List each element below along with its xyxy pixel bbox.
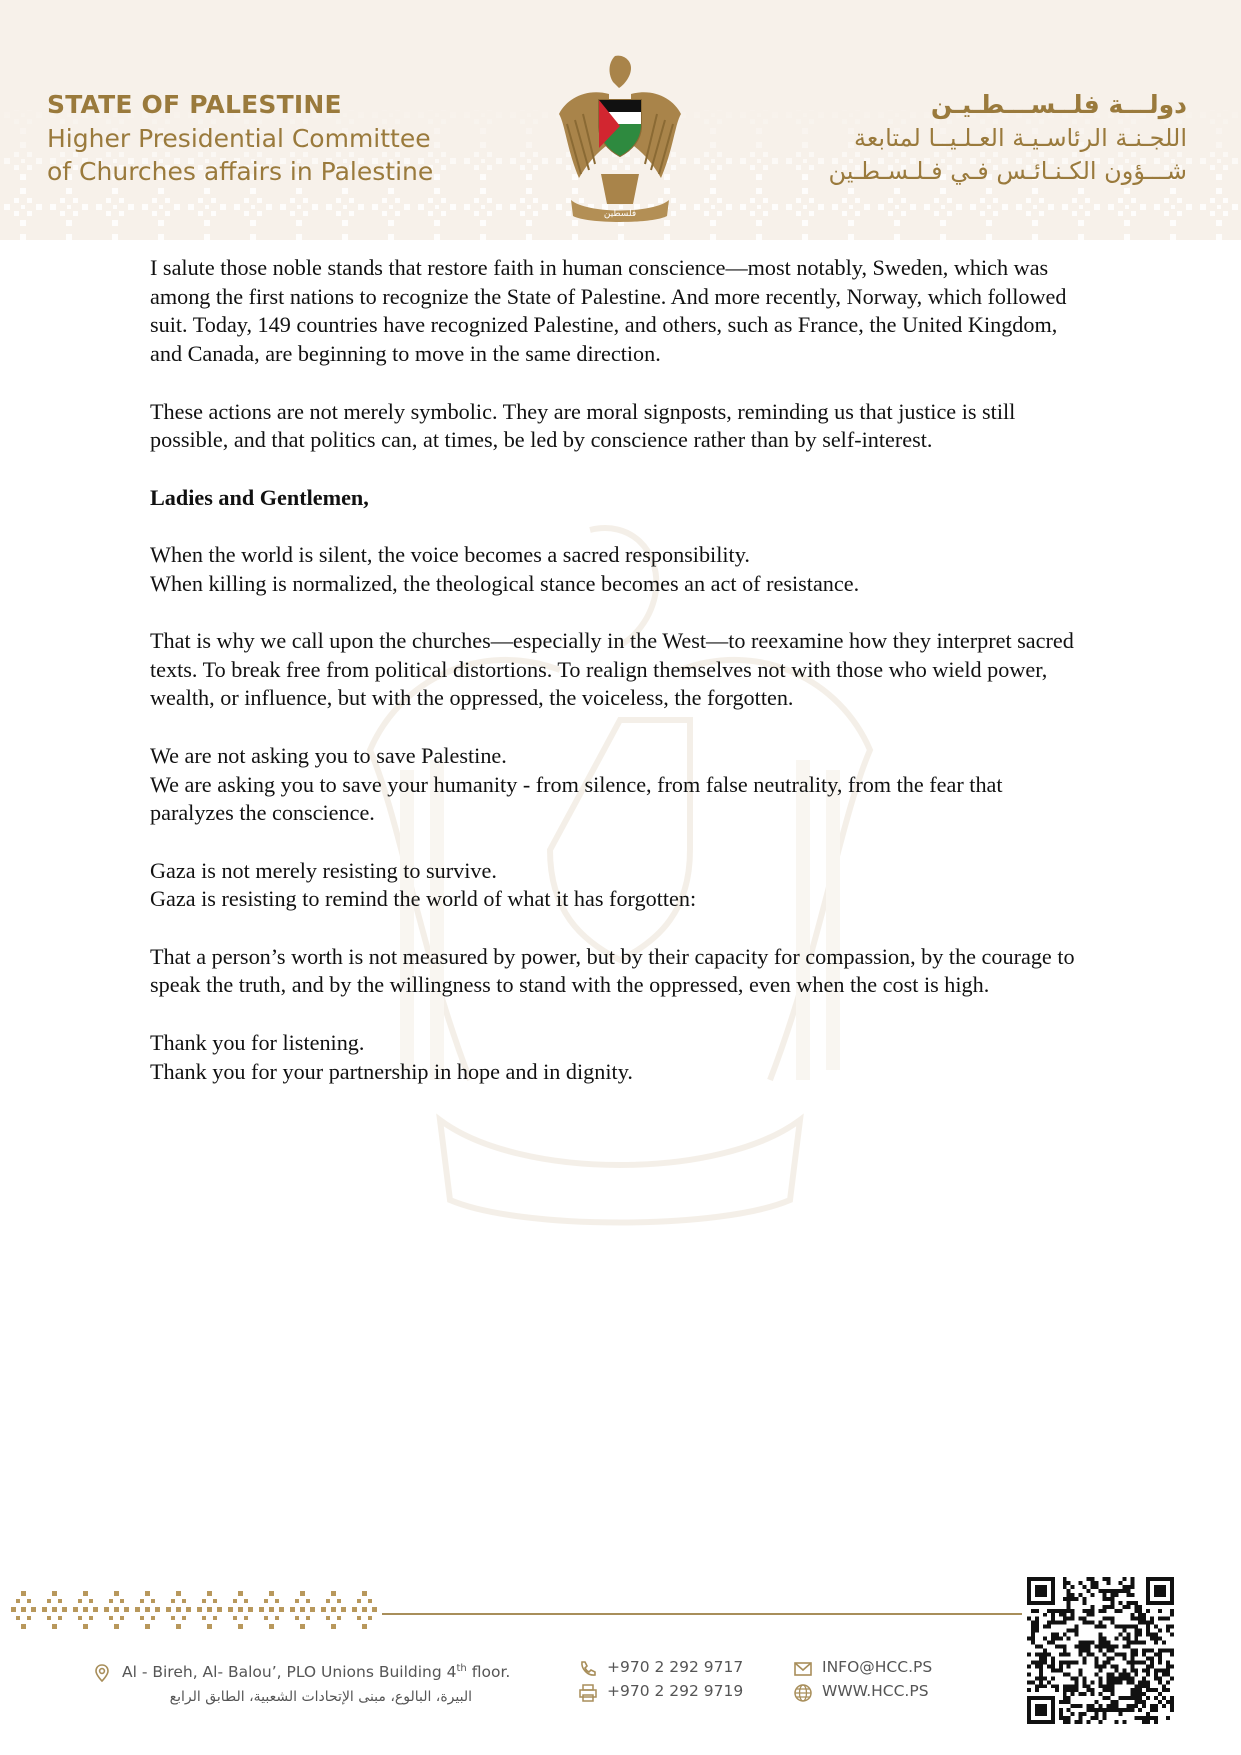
- paragraph-moral-signposts: These actions are not merely symbolic. They are moral signposts, reminding us that justice is still possible, and that politics can, at times, be led by conscience rather than by self-interest.: [150, 398, 1016, 453]
- location-icon: [92, 1663, 112, 1683]
- paragraph-churches: That is why we call upon the churches—especially in the West—to reexamine how they interpret sacred texts. To break free from political distortions. To realign themselves not with those who wield power, wealth, or influence, but with the oppressed, the voiceless, the forgotten.: [150, 628, 1074, 711]
- committee-name-line1-ar: اللجـنـة الرئاسـيـة العـلـيــا لمتابعة: [853, 124, 1187, 152]
- paragraph-worth: That a person’s worth is not measured by power, but by their capacity for compassion, by the courage to speak the truth, and by the willingness to stand with the oppressed, even when the cost is high.: [150, 943, 1075, 998]
- state-title-en: STATE OF PALESTINE: [47, 90, 342, 119]
- line-gaza-survive: Gaza is not merely resisting to survive.: [150, 857, 497, 883]
- paragraph-voice: [150, 541, 1090, 598]
- phone-icon: [578, 1659, 598, 1679]
- line-gaza-remind: Gaza is resisting to remind the world of what it has forgotten:: [150, 886, 697, 912]
- salutation: Ladies and Gentlemen,: [150, 484, 369, 510]
- email-link[interactable]: INFO@HCC.PS: [822, 1658, 933, 1676]
- committee-name-line2-en: of Churches affairs in Palestine: [47, 157, 434, 186]
- fax-number[interactable]: +970 2 292 9719: [607, 1682, 744, 1700]
- fax-icon: [578, 1683, 598, 1703]
- address-en: Al - Bireh, Al- Balou’, PLO Unions Building 4th floor.: [122, 1663, 511, 1682]
- address-ar: البيرة، البالوع، مبنى الإتحادات الشعبية، الطابق الرابع: [169, 1689, 472, 1705]
- letter-body: [150, 254, 1090, 1115]
- paragraph-humanity: [150, 742, 1090, 828]
- line-killing-normalized: When killing is normalized, the theological stance becomes an act of resistance.: [150, 570, 860, 596]
- state-title-ar: دولـــة فلــســـطـيـن: [930, 90, 1187, 119]
- mail-icon: [793, 1659, 813, 1679]
- line-save-humanity: We are asking you to save your humanity - from silence, from false neutrality, from the fear that paralyzes the conscience.: [150, 771, 1003, 826]
- arabic-org-name: [828, 88, 1187, 188]
- phone-number[interactable]: +970 2 292 9717: [607, 1658, 744, 1676]
- emblem-caption: فلسطين: [603, 209, 637, 219]
- footer-embroidery-pattern: [8, 1588, 380, 1632]
- eagle-emblem: [557, 54, 683, 224]
- committee-name-line2-ar: شـــؤون الكـنـائـس فـي فـلـسـطـين: [828, 157, 1187, 185]
- line-not-asking: We are not asking you to save Palestine.: [150, 742, 507, 768]
- committee-name-line1-en: Higher Presidential Committee: [47, 124, 431, 153]
- letterhead: [0, 0, 1241, 240]
- line-thanks-listening: Thank you for listening.: [150, 1029, 365, 1055]
- footer-divider: [382, 1613, 1022, 1615]
- line-world-silent: When the world is silent, the voice becomes a sacred responsibility.: [150, 541, 750, 567]
- paragraph-thanks: [150, 1029, 1090, 1086]
- english-org-name: [47, 88, 433, 188]
- qr-code[interactable]: [1027, 1577, 1174, 1724]
- website-link[interactable]: WWW.HCC.PS: [822, 1682, 929, 1700]
- globe-icon: [793, 1683, 813, 1703]
- paragraph-recognition: I salute those noble stands that restore faith in human conscience—most notably, Sweden, which was among the first nations to recognize the State of Palestine. And more recently, Norway, which followed suit. Today, 149 countries have recognized Palestine, and others, such as France, the United Kingdom, and Canada, are beginning to move in the same direction.: [150, 255, 1067, 367]
- paragraph-gaza: [150, 857, 1090, 914]
- line-thanks-partnership: Thank you for your partnership in hope and in dignity.: [150, 1058, 633, 1084]
